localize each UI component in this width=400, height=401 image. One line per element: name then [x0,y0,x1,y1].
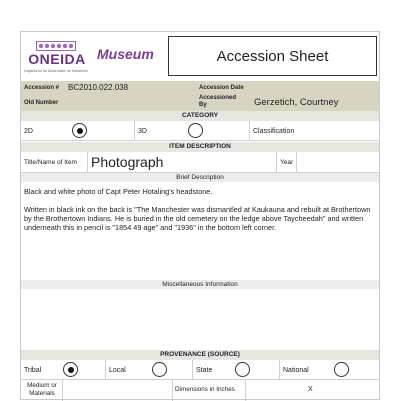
museum-label: Museum [97,46,154,62]
provenance-state-label: State [196,367,213,374]
provenance-local-radio[interactable] [152,362,167,377]
dimensions-separator: X [308,386,313,393]
brief-description-label: Brief Description [21,173,379,182]
accession-number-label: Accession # [24,85,60,91]
logo-text: ONEIDA [28,51,86,67]
accessioned-by-value[interactable]: Gerzetich, Courtney [254,97,339,108]
logo-tagline: Kayanla·kó tsi Ukwehuwé·ne Kanatsíhe [24,69,88,73]
dimensions-height-value[interactable] [317,381,375,399]
old-number-label: Old Number [24,100,59,106]
category-heading: CATEGORY [21,111,379,121]
accession-date-label: Accession Date [199,85,244,91]
accessioned-by-label: Accessioned By [199,95,237,108]
misc-information-label: Miscellaneous Information [21,280,379,289]
category-3d-radio[interactable] [188,123,203,138]
category-3d-label: 3D [138,128,147,135]
title-name-value[interactable]: Photograph [91,154,164,170]
dimensions-label: Dimensions in Inches [175,386,235,393]
page-title: Accession Sheet [216,48,329,65]
provenance-state-radio[interactable] [235,362,250,377]
misc-information-value[interactable] [24,291,376,351]
classification-label: Classification [253,128,295,135]
brief-description-line2: Written in black ink on the back is "The Manchester was dismantled at Kaukauna and rebuilt at Brothertown by the Brothertown Indians. He is buried in the old cemetery on the ledge above Taycheedah" and written underneath this in pencil is "1854 49 age" and "1936" in the bottom left corner. [24,205,371,232]
provenance-tribal-radio[interactable] [63,362,78,377]
brief-description-line1: Black and white photo of Capt Peter Hotaling's headstone. [24,187,213,196]
year-value[interactable] [300,154,376,170]
accession-number-value[interactable]: BC2010.022.038 [68,83,129,92]
provenance-national-radio[interactable] [334,362,349,377]
brief-description-text[interactable] [24,187,376,232]
medium-materials-value[interactable] [64,381,170,399]
accession-sheet [20,31,380,400]
wampum-belt-icon [36,41,76,51]
dimensions-width-value[interactable] [249,381,305,399]
medium-materials-label: Medium or Materials [27,382,57,397]
category-2d-label: 2D [24,128,33,135]
accession-date-value[interactable] [255,83,375,93]
classification-value[interactable] [313,123,377,138]
provenance-local-label: Local [109,367,126,374]
provenance-tribal-label: Tribal [24,367,42,374]
oneida-logo [23,36,89,82]
item-description-heading: ITEM DESCRIPTION [21,142,379,152]
title-box [168,36,377,76]
provenance-national-label: National [283,367,309,374]
title-name-label: Title/Name of Item [24,159,77,166]
category-2d-radio[interactable] [72,123,87,138]
old-number-value[interactable] [68,98,188,108]
provenance-heading: PROVENANCE (SOURCE) [21,350,379,360]
year-label: Year [280,159,294,166]
